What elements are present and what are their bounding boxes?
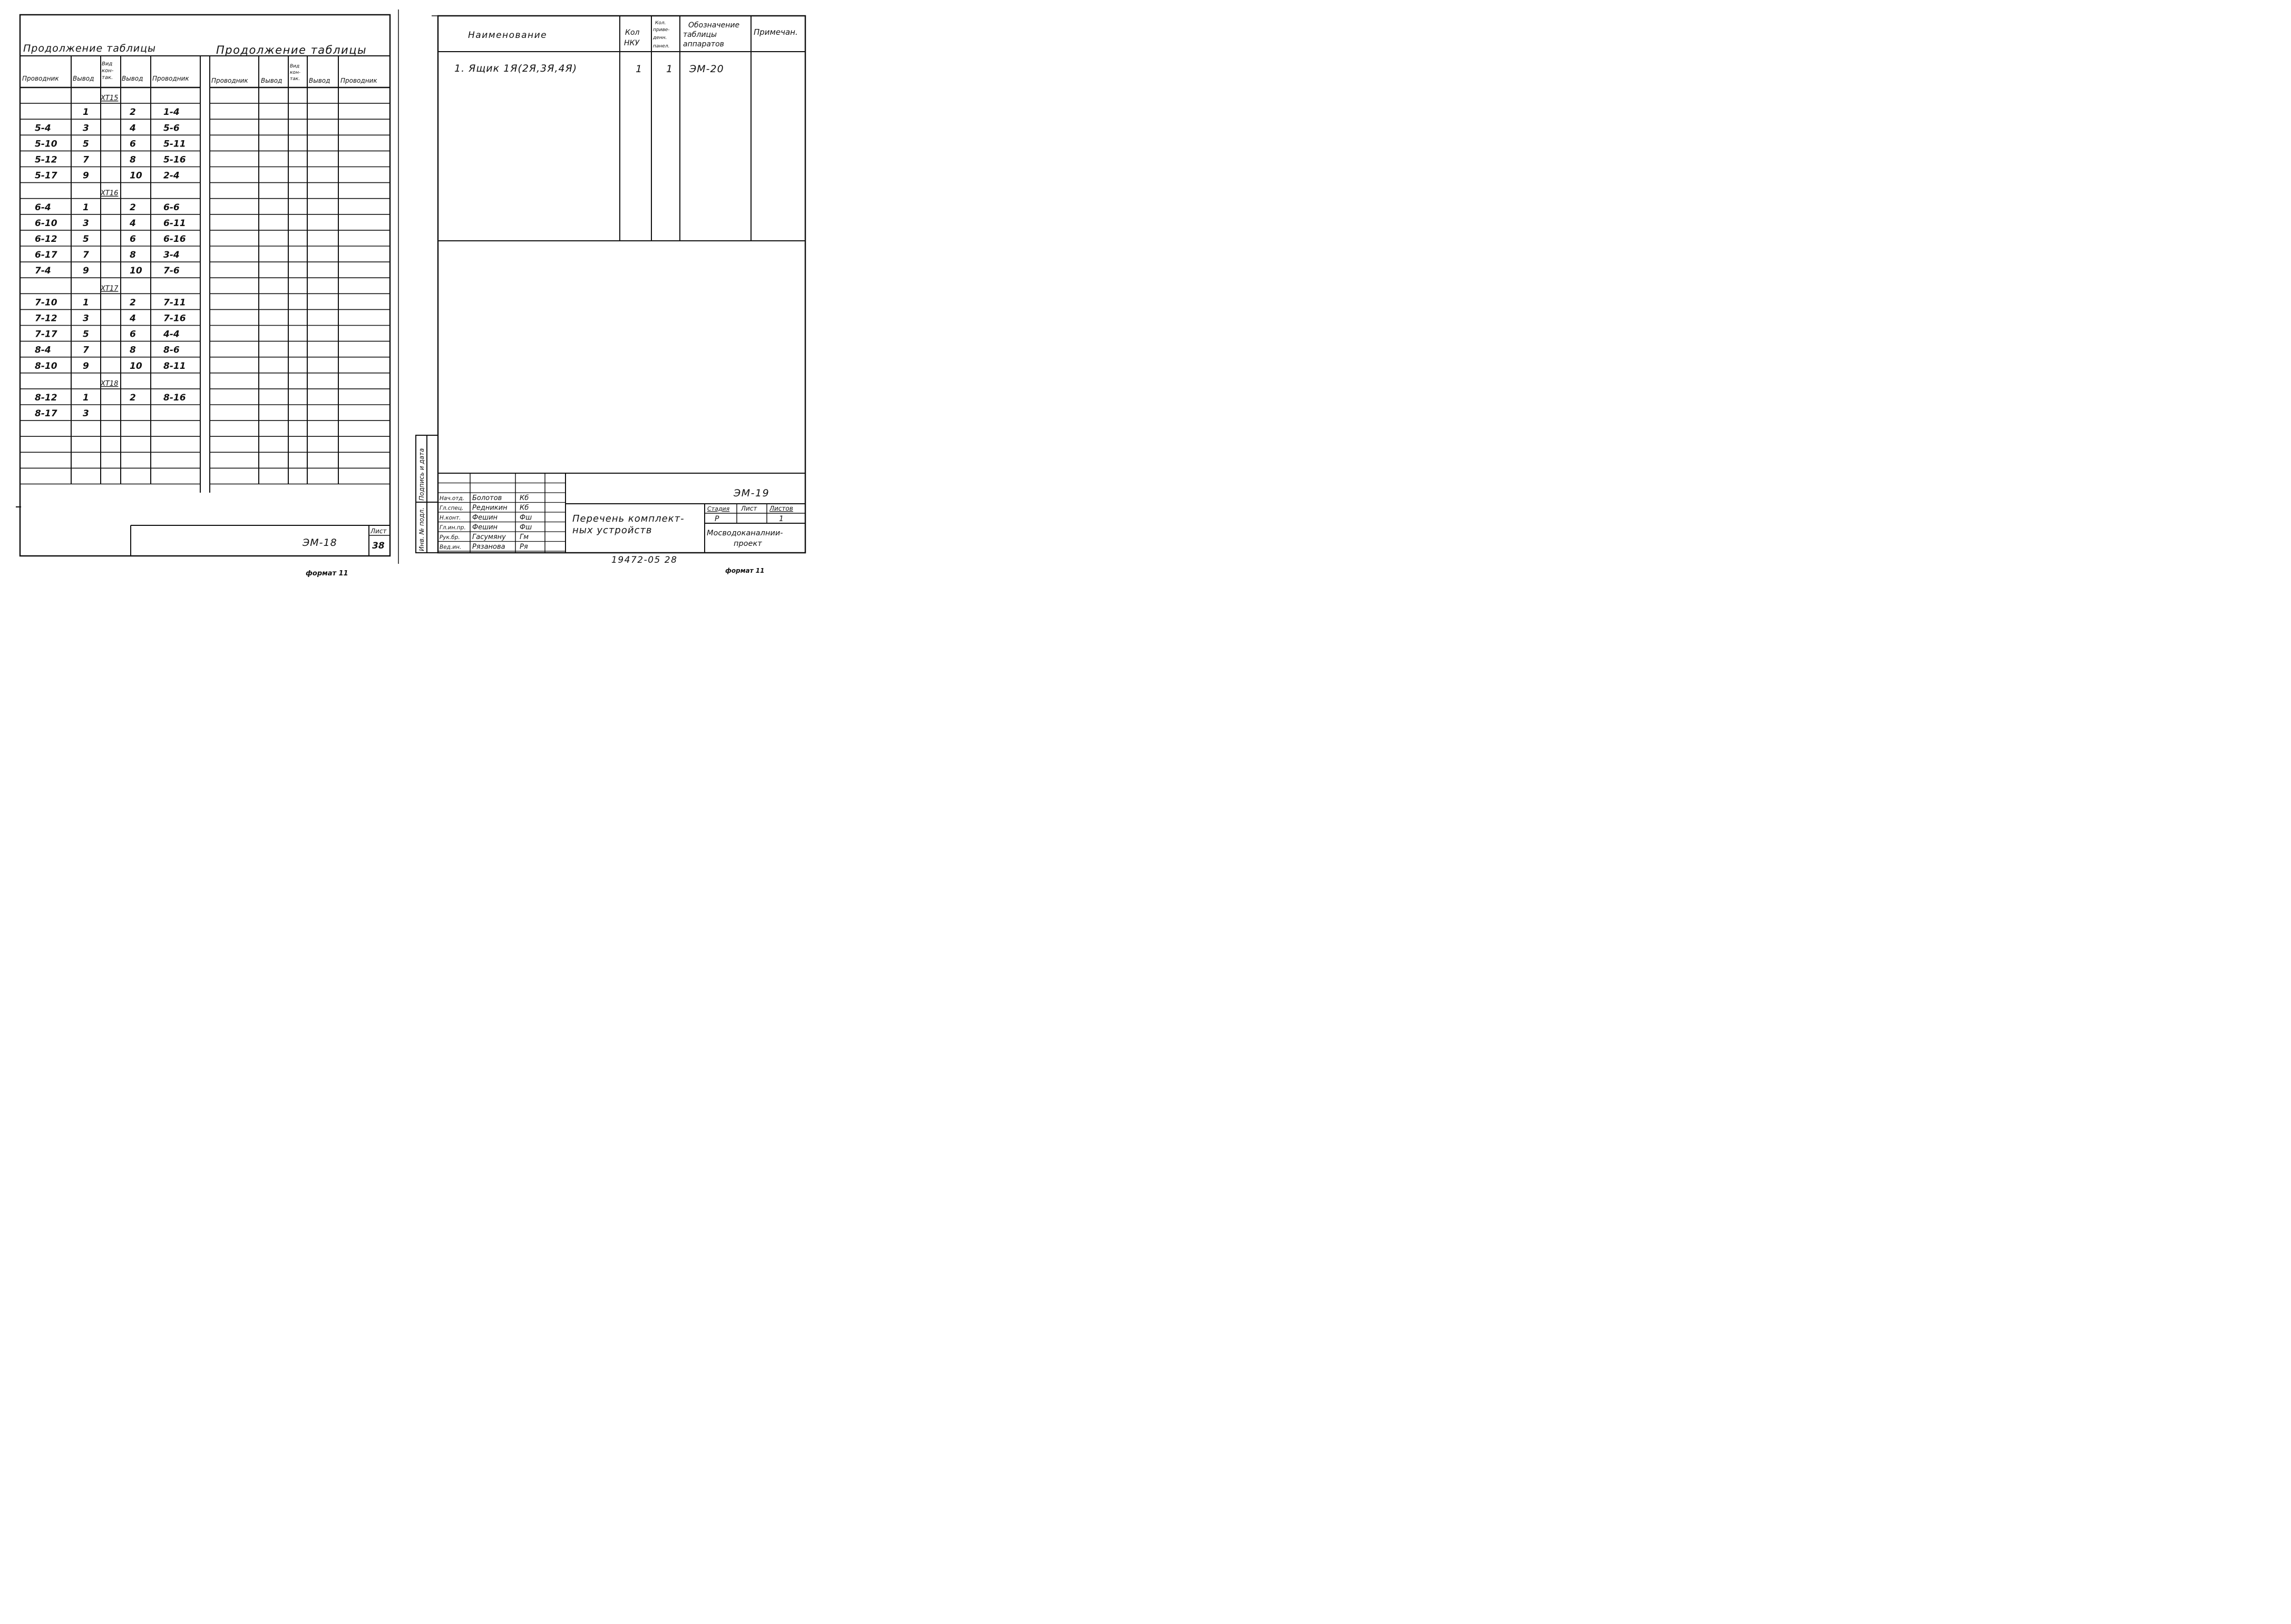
cell-conductor-in: 8-12 [35,393,57,403]
cell-terminal-in: 7 [83,345,89,356]
sheets-value: 1 [779,515,784,523]
cell-terminal-out: 4 [130,313,136,324]
sheet-label: Лист [741,505,757,512]
side-label-sign-date: Подпись и дата [418,448,425,501]
conductor-table-rows [35,94,186,419]
spec-header-name: Наименование [468,30,548,41]
cell-terminal-in: 5 [83,139,89,150]
cell-conductor-in: 7-12 [35,313,57,324]
cell-terminal-in: 7 [83,154,89,165]
doc-title-line-1: Перечень комплект- [572,513,685,524]
col-header-terminal-out: Вывод [122,75,143,82]
stage-value: Р [715,515,719,523]
cell-terminal-out: 2 [130,107,136,118]
terminal-group-row [100,380,118,388]
table-row [35,361,186,371]
right-sheet [416,16,805,574]
terminal-group-label: XT18 [101,379,119,388]
cell-conductor-out: 6-16 [163,234,186,244]
cell-terminal-in: 3 [83,408,89,419]
spec-header-qty-2: НКУ [624,39,639,47]
organization-line-1: Мосводоканалнии- [707,529,783,537]
cell-terminal-in: 5 [83,329,89,340]
cell-conductor-in: 6-17 [35,250,57,261]
right-format-label: формат 11 [725,567,765,574]
cell-terminal-in: 1 [83,393,89,403]
cell-terminal-out: 2 [130,297,136,308]
table-row [35,139,186,149]
table-row [35,266,180,276]
cell-conductor-in: 5-10 [35,139,57,150]
table-row [35,202,180,213]
signature-role: Н.конт. [440,515,461,521]
table-row [35,297,186,308]
cell-terminal-out: 10 [130,266,142,277]
signature-name: Рязанова [472,543,505,551]
stage-label: Стадия [707,505,730,512]
cell-conductor-in: 6-12 [35,234,57,244]
cell-conductor-in: 8-17 [35,408,57,419]
cell-terminal-out: 2 [130,393,136,403]
spec-header-note: Примечан. [754,27,798,37]
signature-name: Болотов [472,494,502,502]
cell-terminal-in: 3 [83,218,89,229]
table-row [35,393,186,403]
cell-conductor-out: 8-6 [163,345,180,356]
signature-row [440,543,528,551]
spec-item-panels: 1 [666,63,673,75]
left-sheet [20,15,390,578]
table-row [83,107,180,118]
table-row [35,123,180,133]
cell-conductor-out: 7-11 [163,297,186,308]
cell-terminal-out: 8 [130,250,136,261]
table-row [35,155,186,165]
cell-conductor-out: 8-11 [163,360,186,371]
cell-terminal-in: 5 [83,234,89,244]
table-row [35,250,180,260]
cell-conductor-out: 7-6 [163,266,180,277]
cell-conductor-in: 8-10 [35,360,57,371]
cell-terminal-out: 4 [130,123,136,134]
left-sheet-label: Лист [371,527,387,535]
signature-name: Редникин [472,504,508,512]
cell-terminal-out: 8 [130,154,136,165]
cell-conductor-in: 6-4 [35,202,51,213]
cell-terminal-in: 3 [83,123,89,134]
cell-terminal-in: 1 [83,202,89,213]
terminal-group-label: XT15 [101,94,119,103]
cell-conductor-out: 3-4 [163,250,180,261]
left-format-label: формат 11 [306,570,348,578]
col-header-conductor-in: Проводник [22,75,59,82]
signature-role: Гл.ин.пр. [440,524,466,531]
spec-header-qty-1: Кол [625,28,640,37]
cell-conductor-in: 7-4 [35,266,51,277]
cell-terminal-in: 7 [83,250,89,261]
cell-terminal-out: 10 [130,170,142,181]
sheets-label: Листов [769,505,793,512]
signature-name: Фешин [472,523,498,532]
conductor-table-grid [20,56,390,493]
spec-header-panels-2: приве- [653,27,670,33]
table-row [35,345,180,356]
cell-conductor-in: 8-4 [35,345,51,356]
cell-conductor-out: 7-16 [163,313,186,324]
left-frame [20,15,390,556]
signature-name: Фешин [472,514,498,522]
signature-rows [438,483,566,552]
col-header-contact-type-3: так. [102,75,113,81]
col-header-conductor-out-2: Проводник [340,77,377,84]
col-header-terminal-in: Вывод [73,75,94,82]
spec-item-name: 1. Ящик 1Я(2Я,3Я,4Я) [454,63,578,74]
organization-line-2: проект [734,540,762,548]
drawing-sheet [0,0,826,580]
spec-item-qty: 1 [636,63,642,75]
signature-mark: Гм [520,533,529,541]
col-header-contact-type-2: кон- [102,68,114,74]
terminal-group-row [100,190,118,198]
spec-item-designation: ЭМ-20 [689,63,724,75]
cell-terminal-out: 2 [130,202,136,213]
signature-row [440,514,532,522]
signature-mark: Ря [520,543,528,551]
cell-terminal-in: 1 [83,297,89,308]
col-header-terminal-out-2: Вывод [309,77,330,84]
cell-terminal-in: 3 [83,313,89,324]
cell-conductor-out: 6-11 [163,218,186,229]
spec-header-designation-1: Обозначение [688,21,740,30]
table-title-right: Продолжение таблицы [216,44,367,56]
cell-terminal-out: 6 [130,234,136,244]
spec-header-designation-3: аппаратов [683,40,724,48]
cell-conductor-out: 5-16 [163,154,186,165]
signature-row [440,524,532,532]
cell-conductor-out: 2-4 [163,170,180,181]
col-header-contact-type-2-2: кон- [290,70,301,75]
project-number: 19472-05 28 [611,555,678,565]
cell-terminal-out: 4 [130,218,136,229]
cell-conductor-in: 6-10 [35,218,57,229]
signature-role: Гл.спец. [440,505,464,512]
cell-conductor-in: 7-10 [35,297,57,308]
terminal-group-label: XT17 [101,285,119,293]
col-header-conductor-out: Проводник [152,75,189,82]
cell-terminal-in: 9 [83,266,89,277]
cell-terminal-out: 6 [130,329,136,340]
cell-terminal-out: 10 [130,360,142,371]
table-row [35,218,186,229]
cell-conductor-in: 7-17 [35,329,57,340]
cell-conductor-out: 4-4 [163,329,180,340]
cell-conductor-in: 5-17 [35,170,57,181]
spec-header-panels-1: Кол. [655,21,666,26]
side-label-inv: Инв. № подл. [418,507,425,551]
side-strip [416,435,438,553]
cell-conductor-out: 8-16 [163,393,186,403]
terminal-group-row [100,285,119,292]
left-doc-code: ЭМ-18 [303,537,337,549]
cell-conductor-in: 5-12 [35,154,57,165]
signature-role: Нач.отд. [440,495,465,502]
terminal-group-label: XT16 [101,189,119,198]
terminal-group-row [100,94,118,102]
cell-terminal-out: 6 [130,139,136,150]
signature-mark: Кб [520,494,529,502]
cell-terminal-in: 9 [83,170,89,181]
table-row [35,408,89,419]
doc-title-line-2: ных устройств [572,525,652,536]
spec-header-designation-2: таблицы [683,31,717,39]
spec-header-panels-3: денн. [653,35,667,41]
signature-mark: Фш [520,523,532,532]
signature-mark: Кб [520,504,529,512]
signature-role: Рук.бр. [440,534,460,541]
signature-name: Гасумяну [472,533,506,541]
title-block [438,473,805,553]
cell-terminal-in: 9 [83,360,89,371]
signature-mark: Фш [520,514,532,522]
spec-header-panels-4: панел. [653,44,670,49]
col-header-contact-type-2-1: Вид [290,64,300,69]
right-frame [438,16,805,553]
table-row [35,314,186,324]
cell-conductor-out: 5-6 [163,123,180,134]
cell-terminal-in: 1 [83,107,89,118]
cell-conductor-out: 5-11 [163,139,186,150]
table-row [35,171,180,181]
cell-conductor-out: 6-6 [163,202,180,213]
spec-item-row [454,63,724,75]
cell-conductor-in: 5-4 [35,123,51,134]
cell-conductor-out: 1-4 [163,107,180,118]
table-row [35,234,186,244]
col-header-conductor-in-2: Проводник [211,77,248,84]
col-header-terminal-in-2: Вывод [261,77,282,84]
left-sheet-number: 38 [372,541,385,551]
right-doc-code: ЭМ-19 [734,487,770,499]
cell-terminal-out: 8 [130,345,136,356]
col-header-contact-type-2-3: так. [290,76,300,82]
signature-role: Вед.ин. [440,544,462,551]
table-row [35,329,180,340]
table-title-left: Продолжение таблицы [23,43,157,54]
col-header-contact-type-1: Вид [102,61,113,67]
